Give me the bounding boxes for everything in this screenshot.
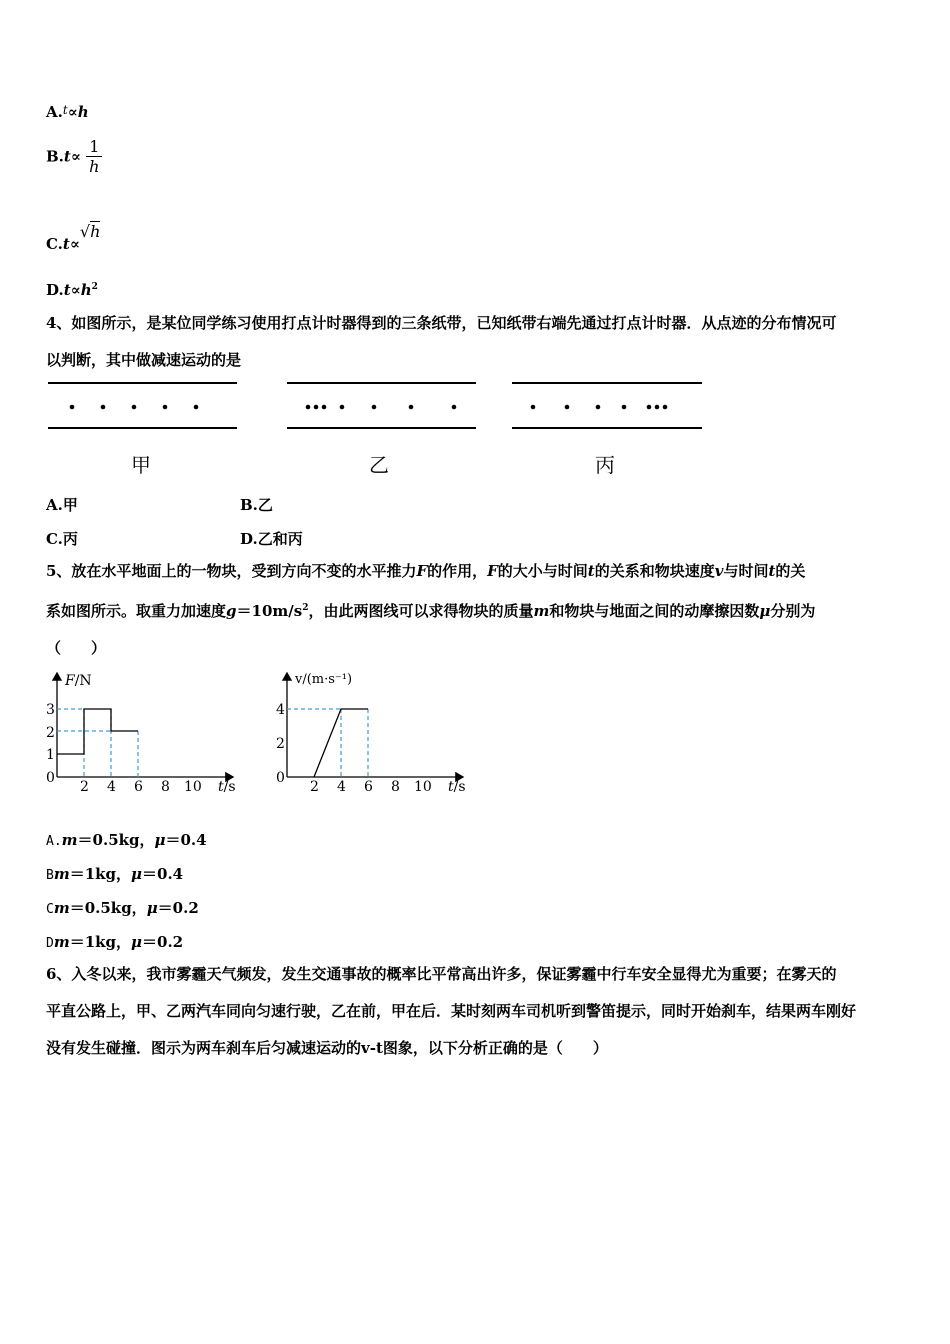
f-tick-0: 0 — [46, 770, 55, 786]
q3-option-b: B.t∝ $\frac{1}{h}$ — [46, 137, 102, 176]
graph-v-t — [270, 665, 480, 800]
f-tick-3: 3 — [46, 702, 55, 718]
tape-yi — [287, 383, 476, 428]
f-curve — [57, 709, 138, 754]
tape-diagram — [0, 370, 950, 440]
sqrt-icon: √h — [79, 222, 101, 241]
q4-option-b: B.乙 — [240, 496, 273, 514]
v-tick-2: 2 — [276, 736, 285, 752]
vt-tick-10: 10 — [414, 779, 432, 795]
vt-tick-6: 6 — [364, 779, 373, 795]
f-axis-label: F/N — [65, 673, 92, 689]
t-tick-8: 8 — [161, 779, 170, 795]
f-tick-1: 1 — [46, 747, 55, 763]
f-guide-lines — [57, 709, 138, 777]
graph-f-t — [40, 665, 250, 800]
q5-option-c: Cm＝0.5kg，μ＝0.2 — [46, 899, 199, 917]
q5-option-b: Bm＝1kg，μ＝0.4 — [46, 865, 184, 883]
tape-jia — [48, 383, 237, 428]
vt-t-axis-label: t/s — [448, 779, 466, 795]
v-tick-4: 4 — [276, 702, 285, 718]
q4-option-a: A.甲 — [46, 496, 78, 514]
t-tick-10: 10 — [184, 779, 202, 795]
tape-bing — [512, 383, 702, 428]
q3-option-d: $D.t\propto h^2$ — [46, 281, 98, 299]
q5-question: 5、放在水平地面上的一物块，受到方向不变的水平推力F的作用，F的大小与时间t的关系和物块速度v与时间t的关 系如图所示。取重力加速度$g=10m/s^2$，由此两图线可以求得物块的质量m和物块与地面之间的动摩擦因数μ分别为 （ ） — [46, 562, 816, 657]
q6-question: 6、入冬以来，我市雾霾天气频发，发生交通事故的概率比平常高出许多，保证雾霾中行车安全显得尤为重要；在雾天的 平直公路上，甲、乙两汽车同向匀速行驶，乙在前，甲在后．某时刻两车司机听到警笛提示，同时开始刹车，结果两车刚好 没有发生碰撞．图示为两车刹车后匀减速运动的v-t图象，以下分析正确的是（ ） — [46, 965, 857, 1057]
t-tick-2: 2 — [80, 779, 89, 795]
tape-label-jia: 甲 — [131, 453, 151, 477]
t-tick-6: 6 — [134, 779, 143, 795]
q5-option-a: A.m＝0.5kg，μ＝0.4 — [46, 831, 207, 849]
f-tick-2: 2 — [46, 725, 55, 741]
v-axis-label: v/(m·s⁻¹) — [295, 672, 353, 687]
t-axis-label: t/s — [218, 779, 236, 795]
q4-option-d: D.乙和丙 — [240, 530, 303, 548]
vt-tick-2: 2 — [310, 779, 319, 795]
fraction-1-over-h: $\frac{1}{h}$ — [86, 137, 102, 176]
tape-label-yi: 乙 — [369, 453, 389, 477]
q3-option-a: A.$^t$∝h — [46, 103, 89, 121]
v-tick-0: 0 — [276, 770, 285, 786]
q5-option-d: Dm＝1kg，μ＝0.2 — [46, 933, 184, 951]
vt-tick-8: 8 — [391, 779, 400, 795]
q3-option-c: C.t∝√h — [46, 222, 101, 253]
tape-label-bing: 丙 — [595, 453, 615, 477]
vt-tick-4: 4 — [337, 779, 346, 795]
t-tick-4: 4 — [107, 779, 116, 795]
q4-question: 4、如图所示，是某位同学练习使用打点计时器得到的三条纸带，已知纸带右端先通过打点计时器．从点迹的分布情况可 以判断，其中做减速运动的是 — [46, 314, 837, 369]
q4-option-c: C.丙 — [46, 530, 78, 548]
